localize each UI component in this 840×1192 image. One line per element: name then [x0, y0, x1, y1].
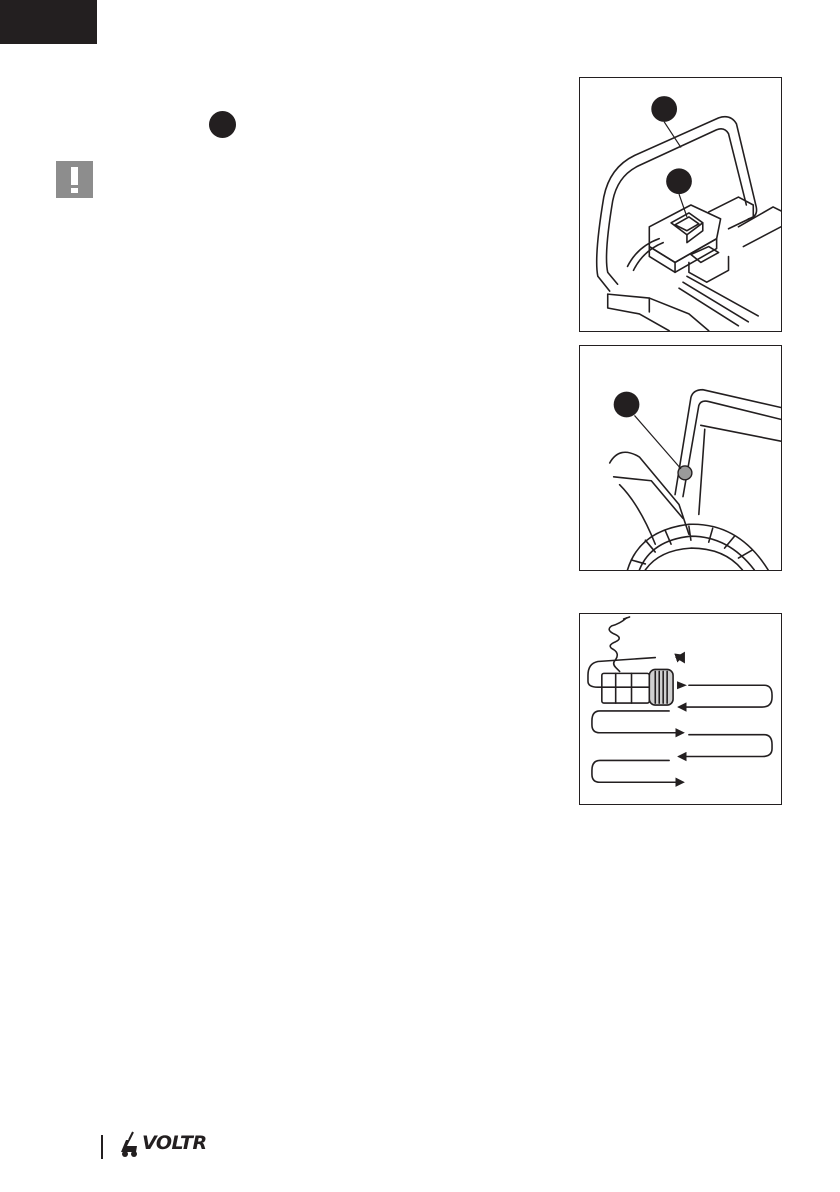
brand-logo — [118, 1130, 213, 1158]
figure-handle-safety-switch — [579, 77, 782, 332]
footer-divider — [101, 1135, 103, 1159]
brand-name: VOLTR — [142, 1132, 207, 1154]
figure-mowing-pattern — [579, 613, 782, 805]
figure-height-adjust-knob — [579, 345, 782, 571]
warning-icon — [56, 161, 93, 198]
chapter-tab — [0, 0, 97, 44]
callout-marker — [209, 111, 236, 138]
